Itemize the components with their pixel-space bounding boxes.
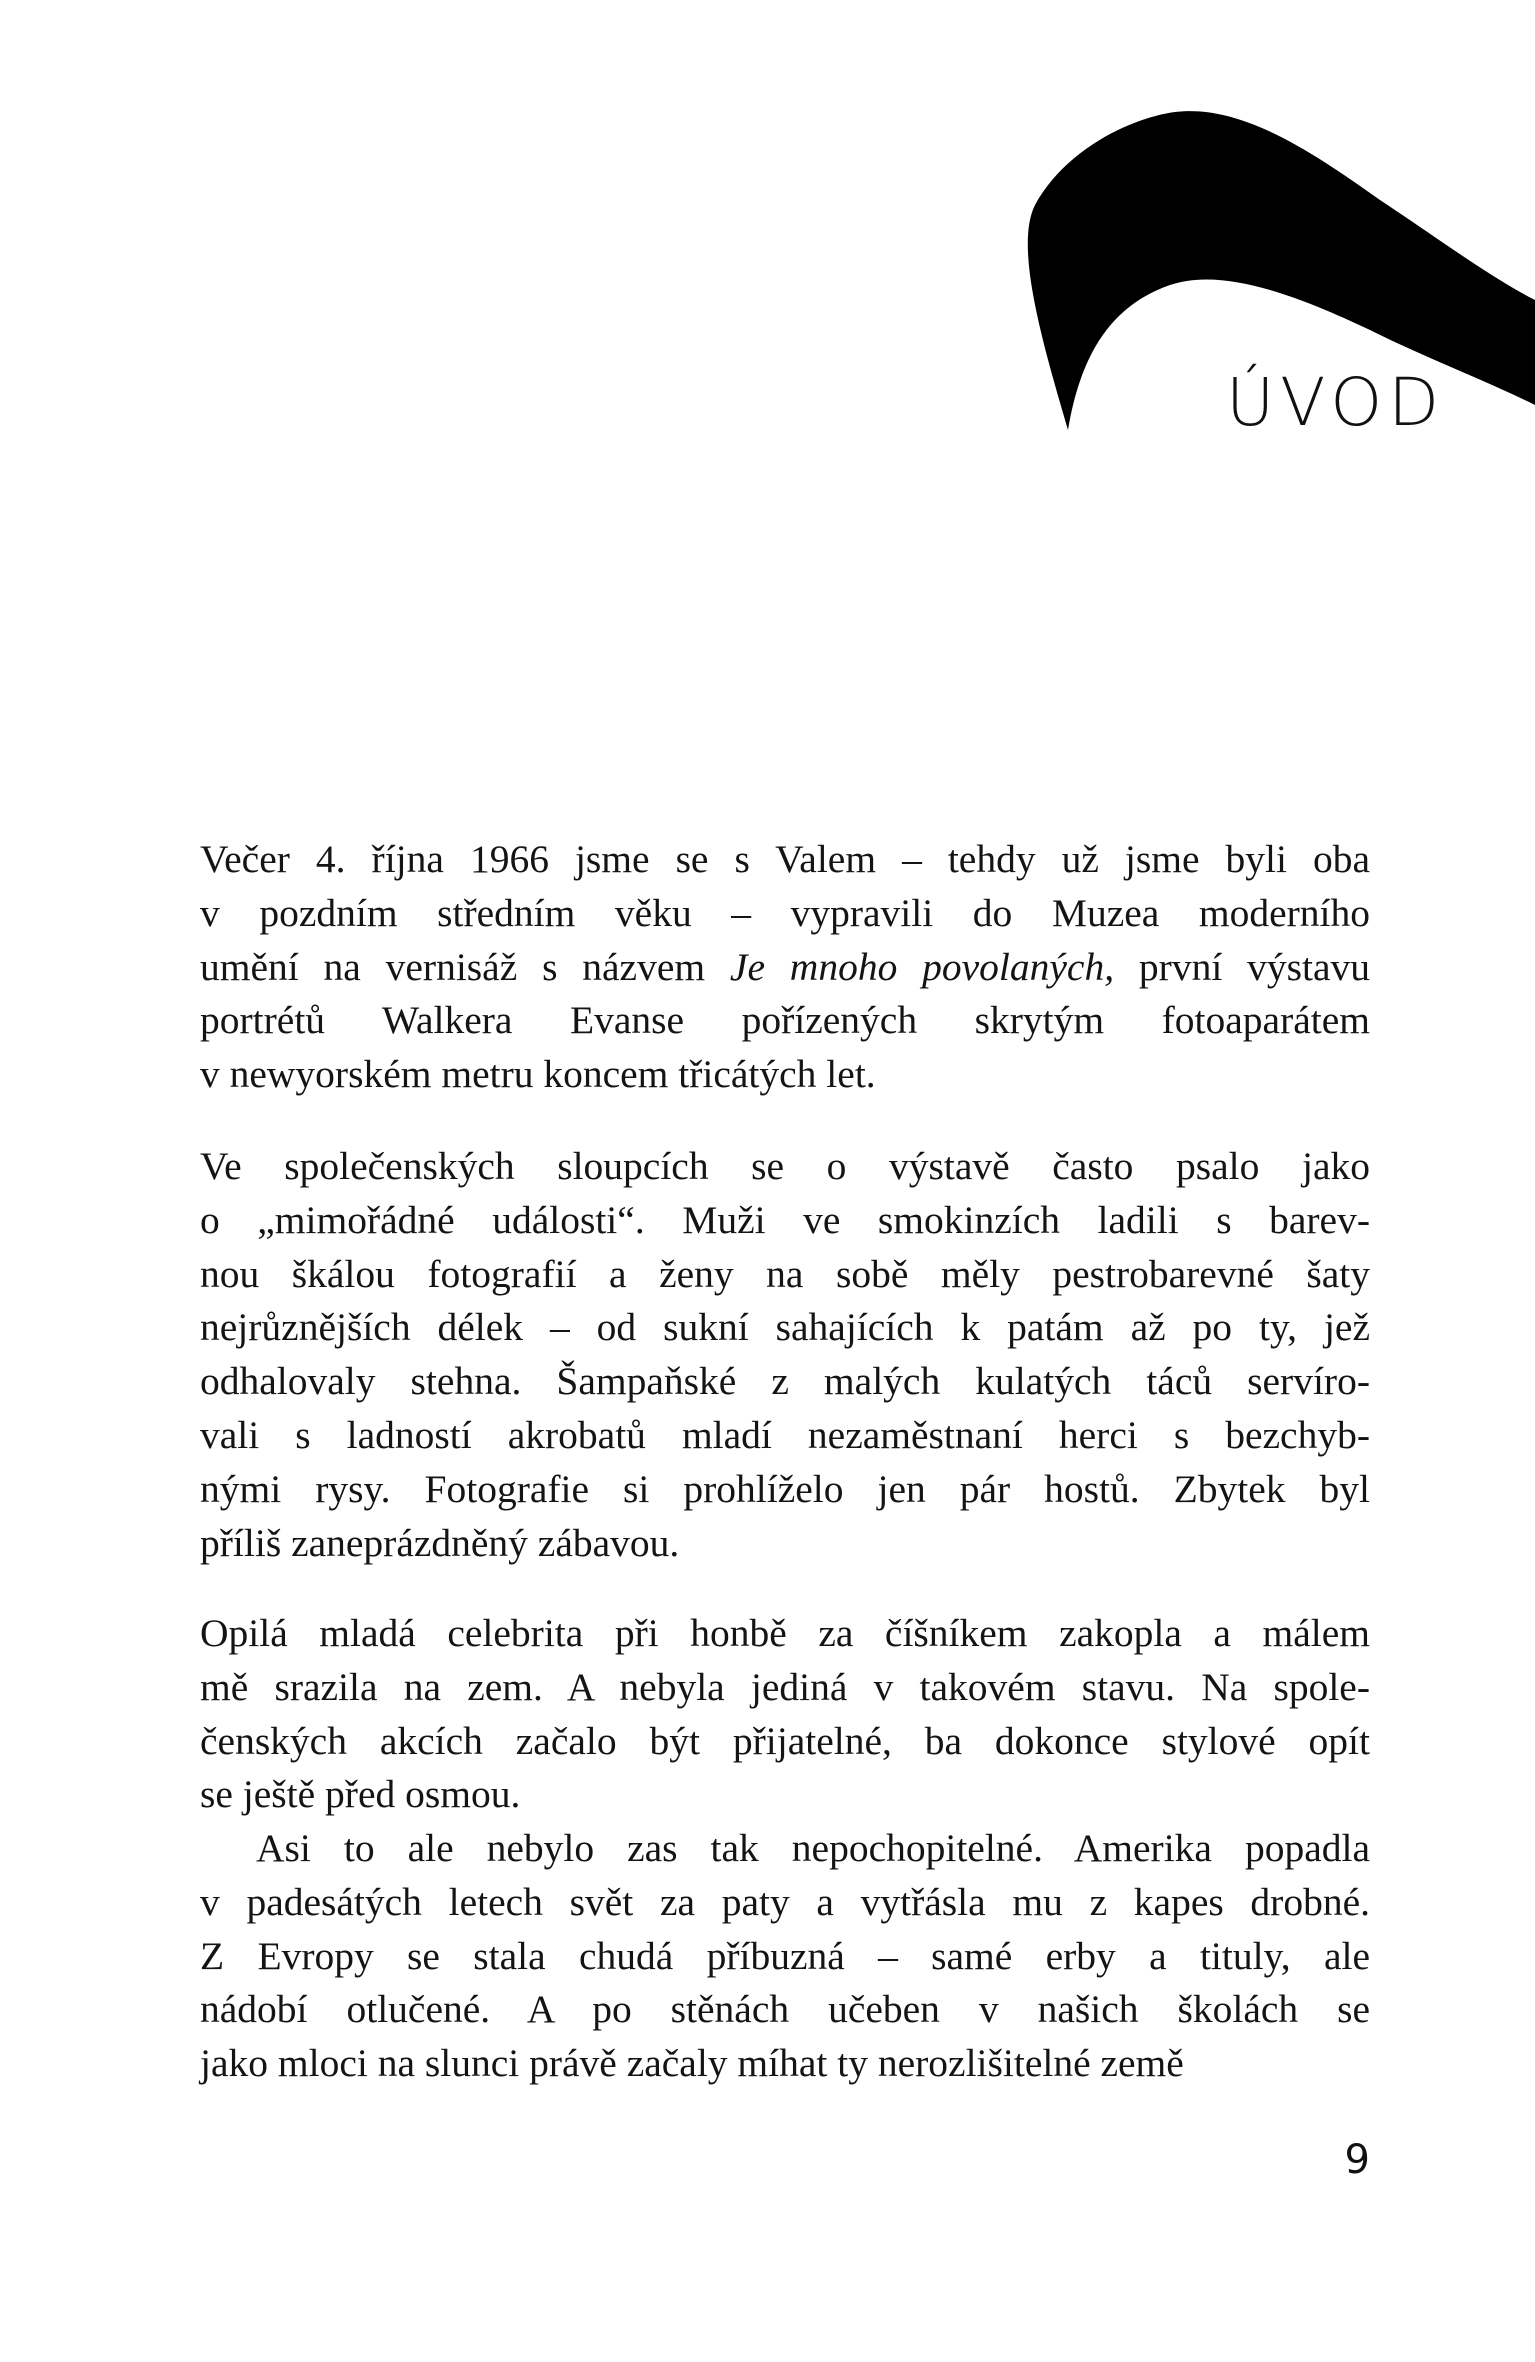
text-line: jako mloci na slunci právě začaly míhat ty nerozlišitelné země: [200, 2041, 1184, 2086]
text-line: portrétů Walkera Evanse pořízených skrytým fotoaparátem: [200, 998, 1370, 1043]
paragraph-2: [200, 1140, 1370, 1570]
text-line: v newyorském metru koncem třicátých let.: [200, 1052, 876, 1097]
text-line: umění na vernisáž s názvem Je mnoho povolaných, první výstavu: [200, 944, 1370, 989]
text-line: nou škálou fotografií a ženy na sobě měly pestrobarevné šaty: [200, 1251, 1370, 1296]
page-number: 9: [1344, 2137, 1370, 2183]
text-line: nými rysy. Fotografie si prohlíželo jen pár hostů. Zbytek byl: [200, 1466, 1370, 1511]
text-line: Asi to ale nebylo zas tak nepochopitelné. Amerika popadla: [256, 1826, 1370, 1870]
text-line: Ve společenských sloupcích se o výstavě často psalo jako: [200, 1144, 1370, 1188]
text-line: odhalovaly stehna. Šampaňské z malých kulatých táců servíro-: [200, 1359, 1370, 1404]
text-line: vali s ladností akrobatů mladí nezaměstnaní herci s bezchyb-: [200, 1412, 1370, 1457]
paragraph-4: [200, 1822, 1370, 2091]
text-line: mě srazila na zem. A nebyla jediná v takovém stavu. Na spole-: [200, 1664, 1370, 1709]
text-line: Z Evropy se stala chudá příbuzná – samé erby a tituly, ale: [200, 1933, 1370, 1978]
text-line: nejrůznějších délek – od sukní sahajících k patám až po ty, jež: [200, 1305, 1370, 1350]
text-line: v pozdním středním věku – vypravili do Muzea moderního: [200, 890, 1370, 935]
text-line: čenských akcích začalo být přijatelné, ba dokonce stylové opít: [200, 1718, 1370, 1763]
text-line: v padesátých letech svět za paty a vytřásla mu z kapes drobné.: [200, 1879, 1370, 1924]
text-line: o „mimořádné události“. Muži ve smokinzích ladili s barev-: [200, 1197, 1370, 1242]
text-line: Večer 4. října 1966 jsme se s Valem – tehdy už jsme byli oba: [200, 837, 1370, 881]
text-line: nádobí otlučené. A po stěnách učeben v našich školách se: [200, 1987, 1370, 2032]
paragraph-3: [200, 1607, 1370, 1822]
paragraph-1: [200, 833, 1370, 1102]
text-line: příliš zaneprázdněný zábavou.: [200, 1520, 680, 1565]
text-line: Opilá mladá celebrita při honbě za číšníkem zakopla a málem: [200, 1611, 1370, 1655]
chapter-title: ÚVOD: [1226, 364, 1446, 441]
text-line: se ještě před osmou.: [200, 1772, 521, 1817]
